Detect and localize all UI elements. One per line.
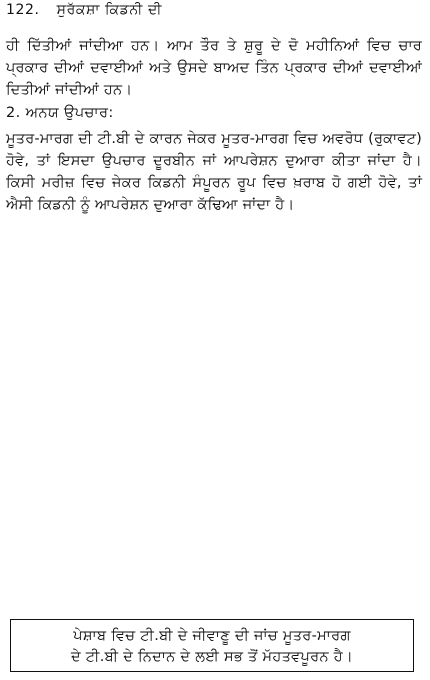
highlight-box-line-1: ਪੇਸ਼ਾਬ ਵਿਚ ਟੀ.ਬੀ ਦੇ ਜੀਵਾਣੂ ਦੀ ਜਾਂਚ ਮੂਤਰ-ਮਾਰਗ: [73, 628, 351, 644]
paragraph-1: ਹੀ ਦਿੱਤੀਆਂ ਜਾਂਦੀਆ ਹਨ। ਆਮ ਤੌਰ ਤੇ ਸ਼ੁਰੂ ਦੇ ਦੋ ਮਹੀਨਿਆਂ ਵਿਚ ਚਾਰ ਪ੍ਰਕਾਰ ਦੀਆਂ ਦਵਾਈਆਂ ਅਤੇ ਉਸਦੇ ਬਾਅਦ ਤਿੰਨ ਪ੍ਰਕਾਰ ਦੀਆਂ ਦਵਾਈਆਂ ਦਿਤੀਆਂ ਜਾਂਦੀਆਂ ਹਨ।: [6, 38, 422, 98]
page-header: [6, 2, 162, 18]
highlight-box: [10, 619, 414, 672]
paragraph-2: ਮੂਤਰ-ਮਾਰਗ ਦੀ ਟੀ.ਬੀ ਦੇ ਕਾਰਨ ਜੇਕਰ ਮੂਤਰ-ਮਾਰਗ ਵਿਚ ਅਵਰੋਧ (ਰੁਕਾਵਟ) ਹੋਵੇ, ਤਾਂ ਇਸਦਾ ਉਪਚਾਰ ਦੂਰਬੀਨ ਜਾਂ ਆਪਰੇਸ਼ਨ ਦੁਆਰਾ ਕੀਤਾ ਜਾਂਦਾ ਹੈ। ਕਿਸੀ ਮਰੀਜ਼ ਵਿਚ ਜੇਕਰ ਕਿਡਨੀ ਸੰਪੂਰਨ ਰੂਪ ਵਿਚ ਖ਼ਰਾਬ ਹੋ ਗਈ ਹੋਵੇ, ਤਾਂ ਐਸੀ ਕਿਡਨੀ ਨੂੰ ਆਪਰੇਸ਼ਨ ਦੁਆਰਾ ਕੱਢਿਆ ਜਾਂਦਾ ਹੈ।: [6, 131, 422, 213]
section-heading: 2. ਅਨਯ ਉਪਚਾਰ:: [6, 105, 114, 121]
running-title: ਸੁਰੱਕਸ਼ਾ ਕਿਡਨੀ ਦੀ: [56, 2, 163, 18]
page-number: 122.: [6, 2, 40, 18]
highlight-box-line-2: ਦੇ ਟੀ.ਬੀ ਦੇ ਨਿਦਾਨ ਦੇ ਲਈ ਸਭ ਤੋਂ ਮੱਹਤਵਪੂਰਨ ਹੈ।: [70, 649, 354, 665]
